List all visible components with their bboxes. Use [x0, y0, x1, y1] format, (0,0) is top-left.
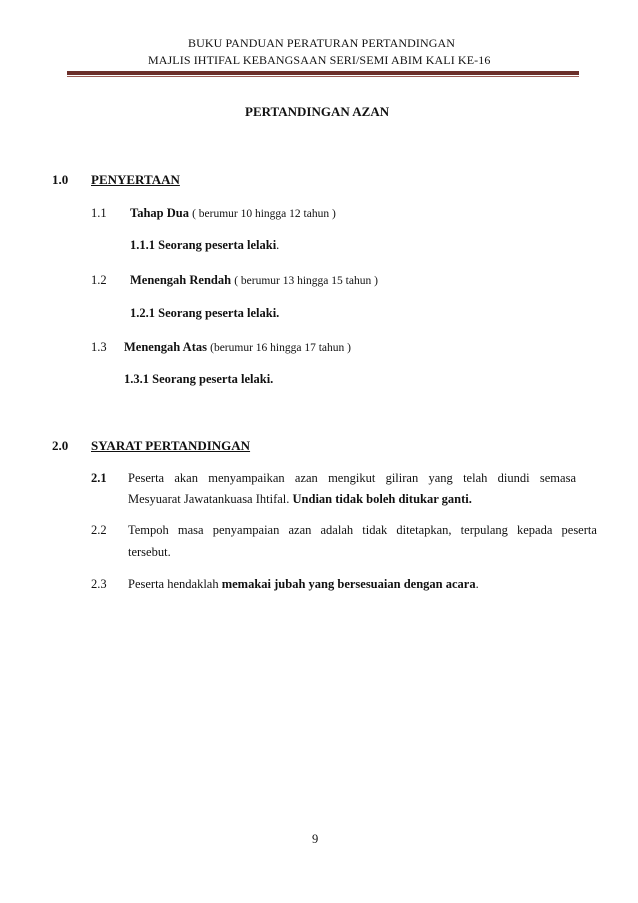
item-2-3-bold: memakai jubah yang bersesuaian dengan acara [221, 577, 476, 591]
item-1-2-number: 1.2 [91, 273, 107, 287]
item-1-1-text [130, 206, 336, 221]
item-2-2-line-2: tersebut. [128, 545, 171, 559]
header-rule [67, 71, 579, 75]
item-1-3-label: Menengah Atas [124, 340, 207, 354]
item-2-1-line-2-plain: Mesyuarat Jawatankuasa Ihtifal. [128, 492, 290, 506]
item-2-1-number: 2.1 [91, 471, 107, 485]
header-line-2: MAJLIS IHTIFAL KEBANGSAAN SERI/SEMI ABIM KALI KE-16 [148, 53, 491, 67]
section-1-heading: PENYERTAAN [91, 172, 180, 187]
item-1-1-sub-end: . [276, 238, 280, 252]
item-2-1-line-1: Peserta akan menyampaikan azan mengikut giliran yang telah diundi semasa [128, 471, 576, 485]
item-1-3-sub: 1.3.1 Seorang peserta lelaki. [124, 372, 274, 386]
item-2-3-end: . [475, 577, 479, 591]
item-1-2-text [130, 273, 378, 288]
item-1-1-detail: ( berumur 10 hingga 12 tahun ) [192, 208, 336, 220]
item-1-2-label: Menengah Rendah [130, 273, 232, 287]
item-1-1-sub-text: 1.1.1 Seorang peserta lelaki [130, 238, 277, 252]
header-rule-thin [67, 76, 579, 77]
item-1-1-number: 1.1 [91, 206, 107, 220]
page-title: PERTANDINGAN AZAN [245, 104, 390, 119]
section-2-number: 2.0 [52, 438, 69, 453]
item-1-3-number: 1.3 [91, 340, 107, 354]
item-1-1-sub [130, 238, 279, 253]
section-1-number: 1.0 [52, 172, 69, 187]
item-2-2-number: 2.2 [91, 523, 107, 537]
header-line-1: BUKU PANDUAN PERATURAN PERTANDINGAN [188, 36, 456, 50]
item-2-3-number: 2.3 [91, 577, 107, 591]
item-2-3-line-1 [128, 577, 479, 592]
section-2-heading: SYARAT PERTANDINGAN [91, 438, 251, 453]
item-2-2-line-1: Tempoh masa penyampaian azan adalah tidak ditetapkan, terpulang kepada peserta [128, 523, 597, 537]
page-number: 9 [312, 832, 319, 846]
item-2-1-line-2 [128, 492, 472, 507]
item-1-2-detail: ( berumur 13 hingga 15 tahun ) [234, 275, 378, 287]
item-2-1-line-2-bold: Undian tidak boleh ditukar ganti. [292, 492, 472, 506]
item-1-3-detail: (berumur 16 hingga 17 tahun ) [210, 342, 351, 354]
item-1-3-text [124, 340, 351, 355]
item-1-2-sub: 1.2.1 Seorang peserta lelaki. [130, 306, 280, 320]
item-2-3-plain: Peserta hendaklah [128, 577, 219, 591]
item-1-1-label: Tahap Dua [130, 206, 189, 220]
